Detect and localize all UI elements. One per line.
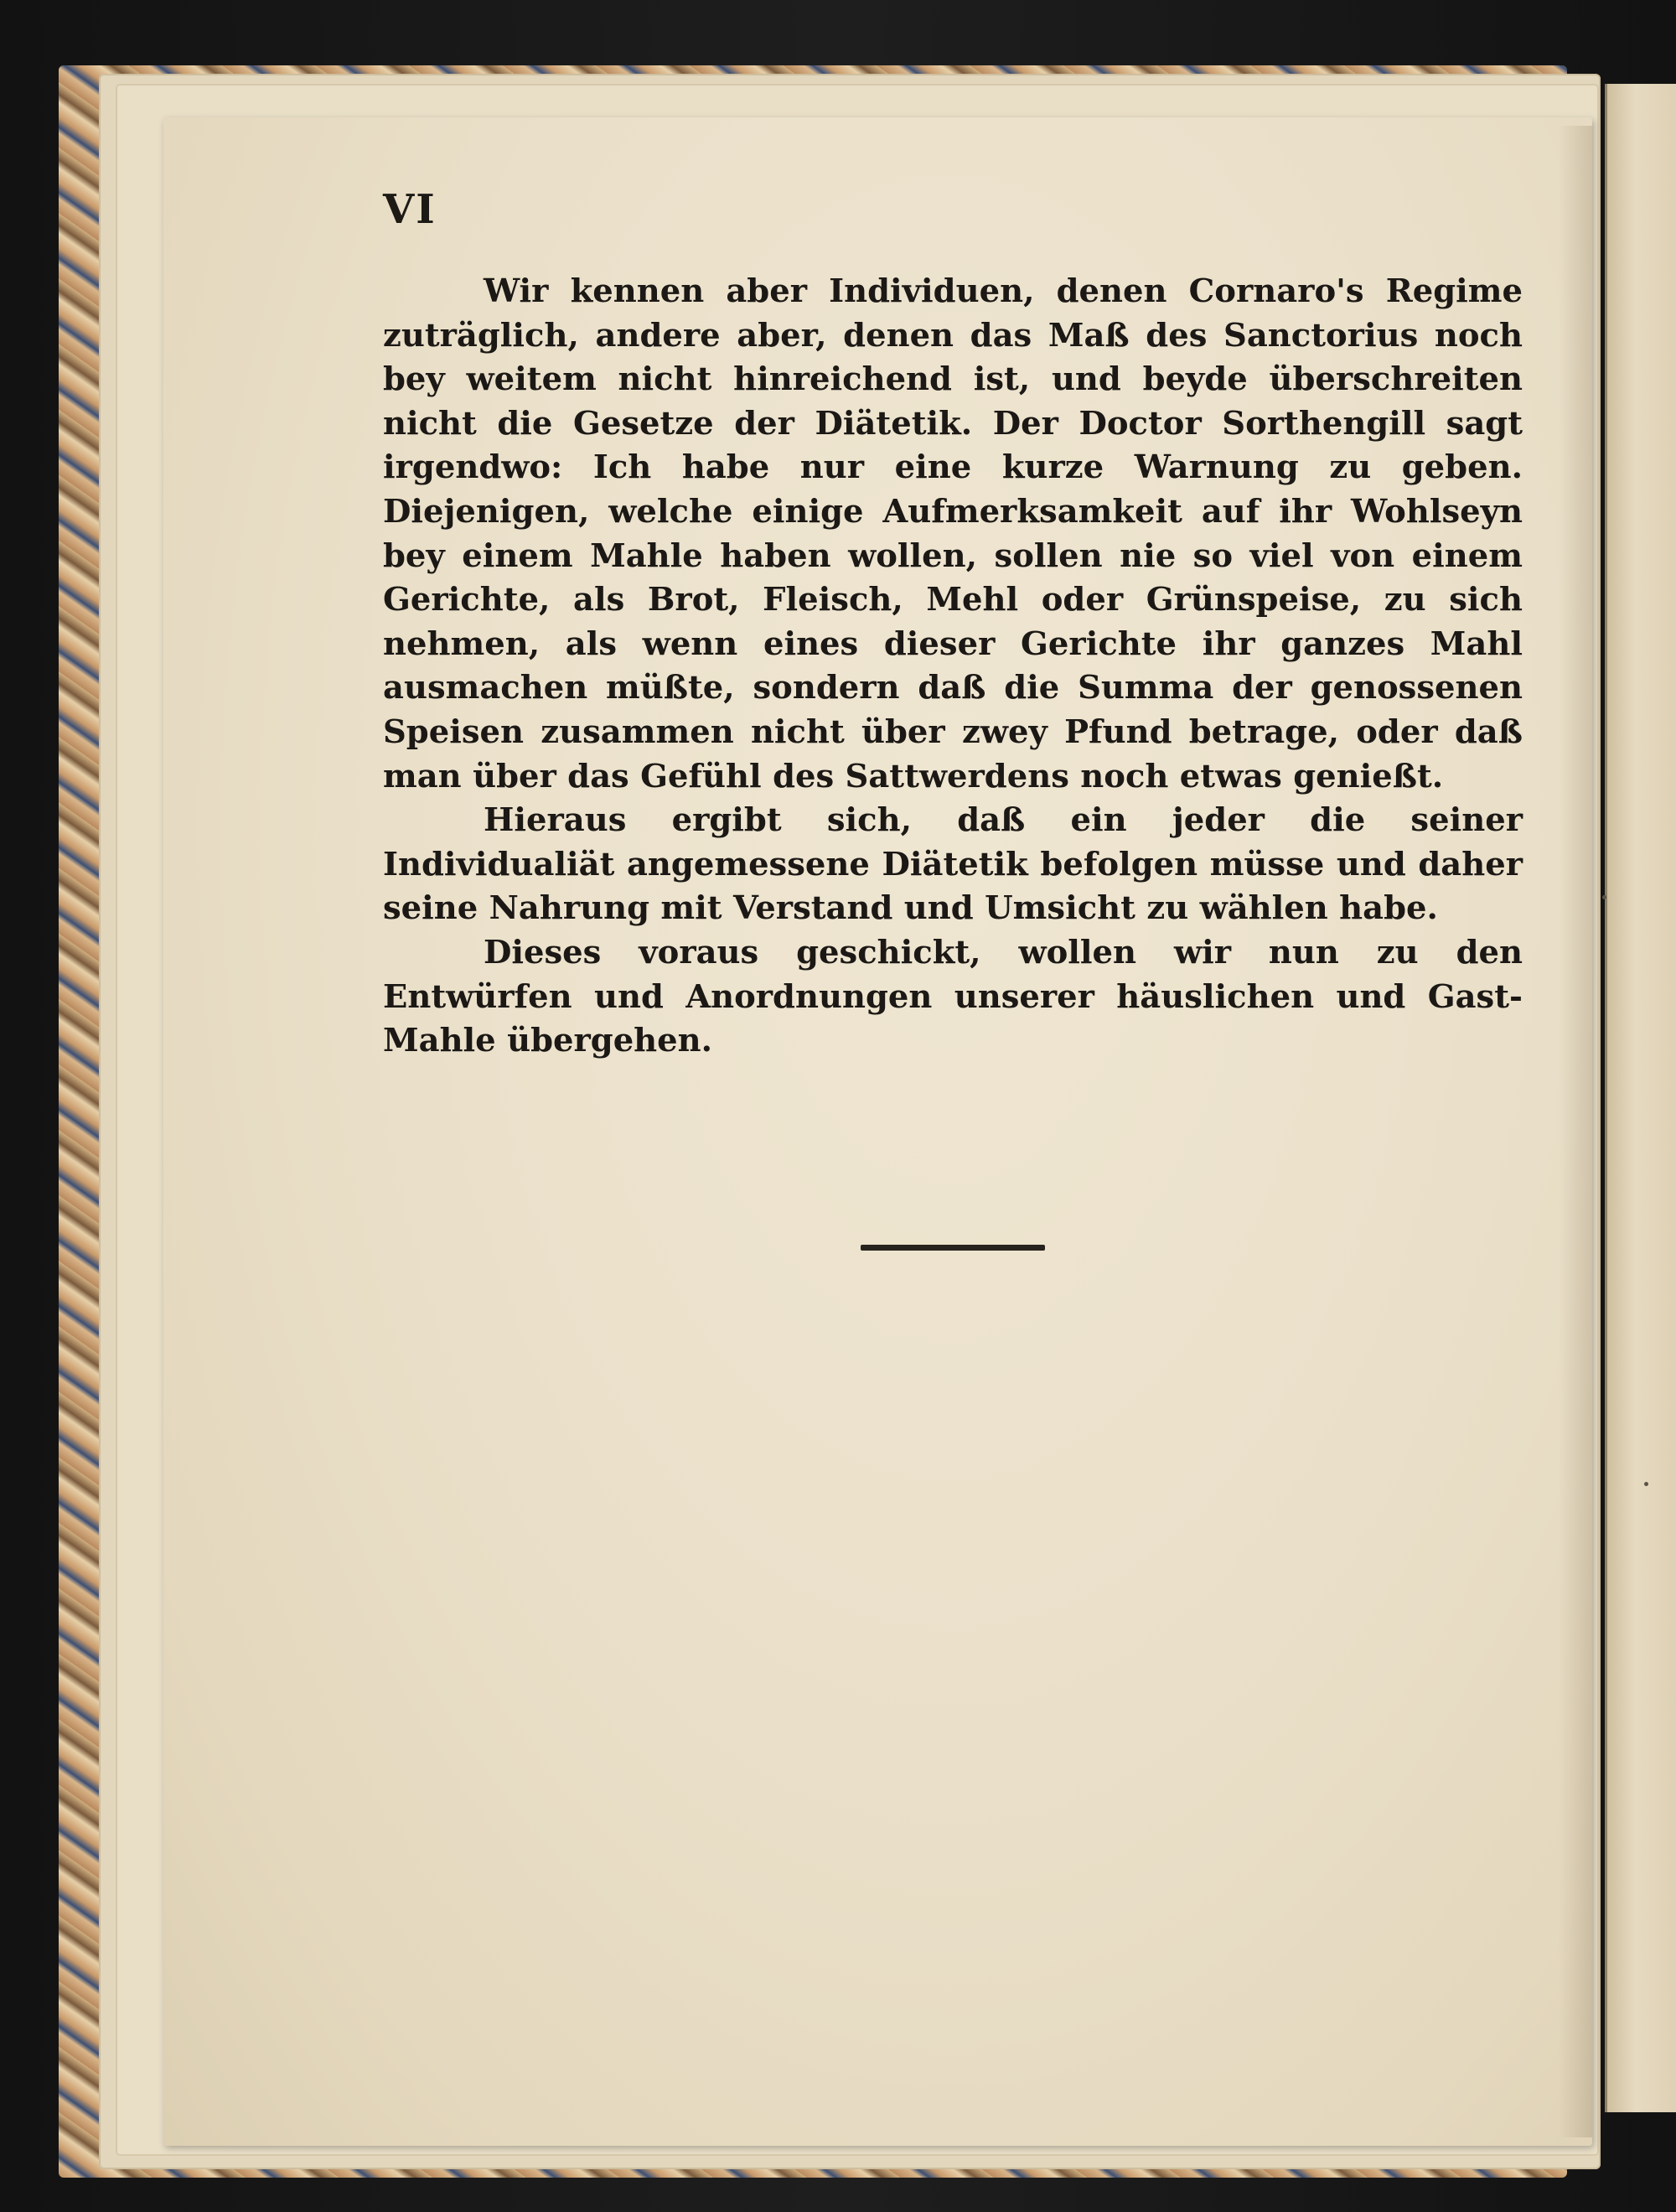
paragraph-3: Dieses voraus geschickt, wollen wir nun zu den Entwürfen und Anordnungen unserer häuslichen und Gast-Mahle übergehen. bbox=[383, 933, 1523, 1060]
section-end-rule bbox=[861, 1245, 1045, 1251]
paper-speck bbox=[1644, 1482, 1648, 1486]
facing-page-edge bbox=[1605, 84, 1676, 2112]
paragraph-1: Wir kennen aber Individuen, denen Cornaro's Regime zuträglich, andere aber, denen das Maß des Sanctorius noch bey weitem nicht hinreichend ist, und beyde überschreiten nicht die Gesetze der Diätetik. Der Doctor Sorthengill sagt irgendwo: Ich habe nur eine kurze Warnung zu geben. Diejenigen, welche einige Aufmerksamkeit auf ihr Wohlseyn bey einem Mahle haben wollen, sollen nie so viel von einem Gerichte, als Brot, Fleisch, Mehl oder Grünspeise, zu sich nehmen, als wenn eines dieser Gerichte ihr ganzes Mahl ausmachen müßte, sondern daß die Summa der genossenen Speisen zusammen nicht über zwey Pfund betrage, oder daß man über das Gefühl des Sattwerdens noch etwas genießt. bbox=[383, 272, 1523, 795]
paper-speck bbox=[1602, 895, 1606, 899]
paragraph-2: Hieraus ergibt sich, daß ein jeder die seiner Individualiät angemessene Diätetik befolgen müsse und daher seine Nahrung mit Verstand und Umsicht zu wählen habe. bbox=[383, 801, 1523, 928]
page-number: VI bbox=[383, 186, 437, 233]
body-text bbox=[383, 270, 1523, 1064]
gutter-shadow bbox=[1559, 126, 1592, 2137]
